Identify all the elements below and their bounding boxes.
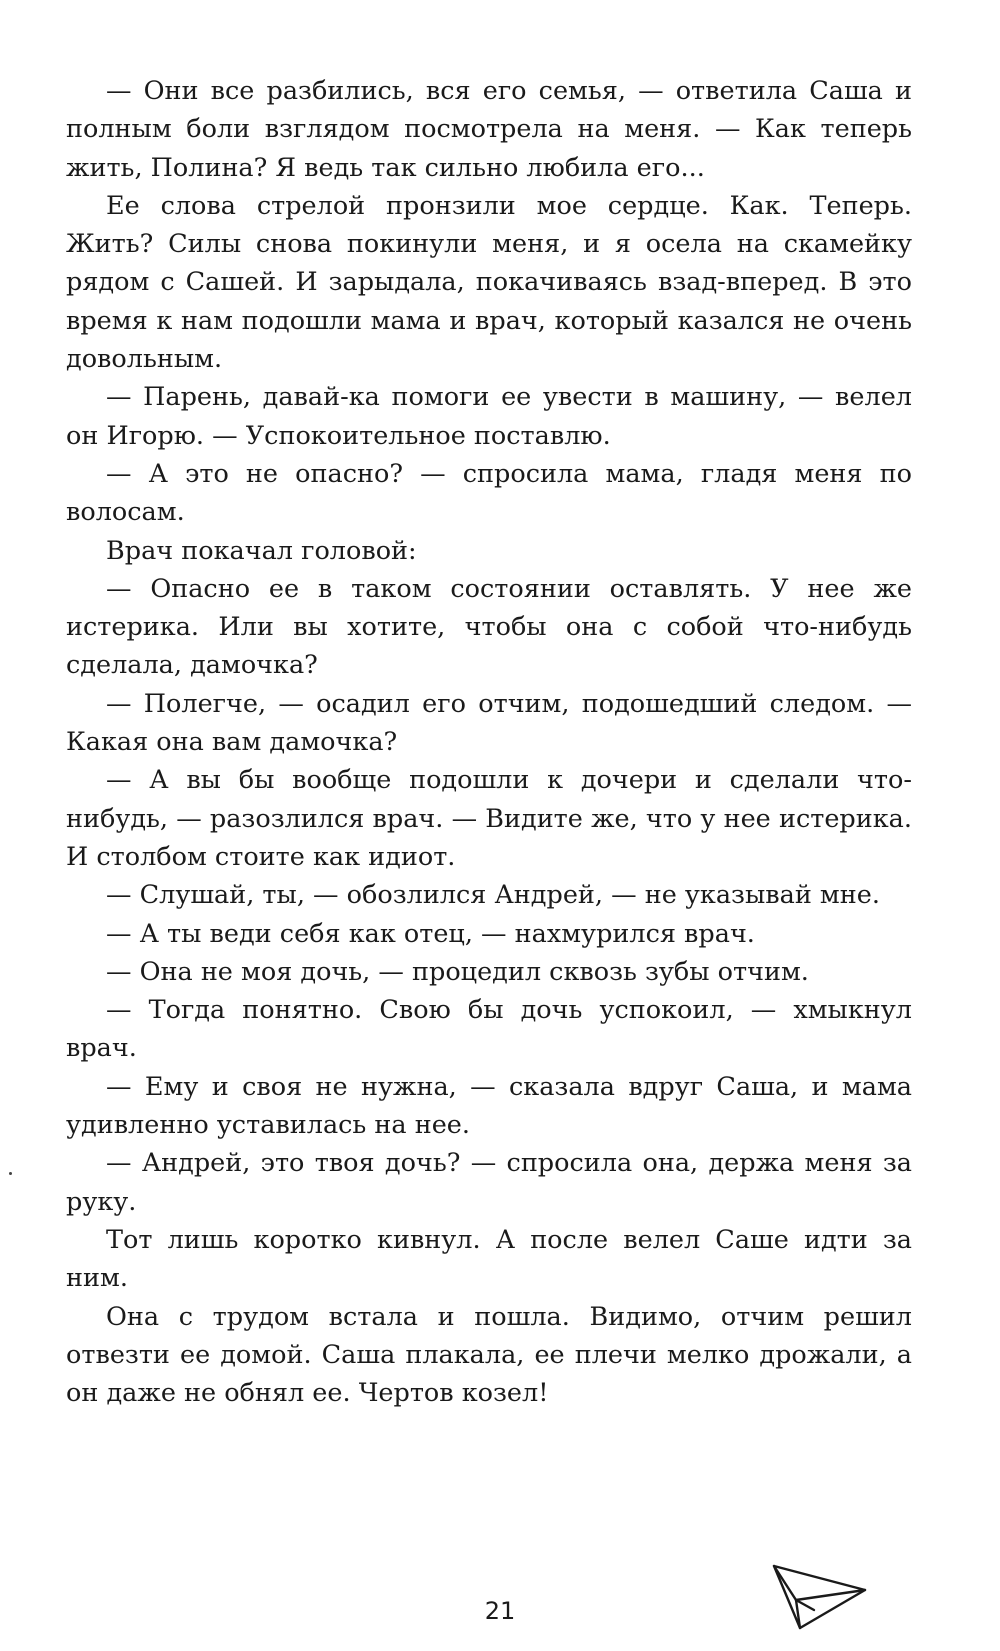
paragraph: — Парень, давай-ка помоги ее увести в машину, — велел он Игорю. — Успокоительное поставлю.: [66, 382, 912, 451]
paragraph: — Слушай, ты, — обозлился Андрей, — не указывай мне.: [106, 880, 880, 911]
paragraph: — Они все разбились, вся его семья, — ответила Саша и полным боли взглядом посмотрела на меня. — Как теперь жить, Полина? Я ведь так сильно любила его...: [66, 76, 912, 183]
paragraph: — А это не опасно? — спросила мама, гладя меня по волосам.: [66, 458, 912, 528]
paragraph: Тот лишь коротко кивнул. А после велел Саше идти за ним.: [66, 1224, 912, 1294]
paper-plane-icon: [772, 1562, 868, 1632]
paragraph: — Полегче, — осадил его отчим, подошедший следом. — Какая она вам дамочка?: [66, 688, 912, 758]
paragraph: Ее слова стрелой пронзили мое сердце. Как. Теперь. Жить? Силы снова покинули меня, и я осела на скамейку рядом с Сашей. И зарыдала, покачиваясь взад-вперед. В это время к нам подошли мама и врач, который казался не очень довольным.: [66, 190, 912, 375]
scan-speck: [9, 1172, 12, 1175]
paragraph: Она с трудом встала и пошла. Видимо, отчим решил отвезти ее домой. Саша плакала, ее плечи мелко дрожали, а он даже не обнял ее. Чертов козел!: [66, 1301, 912, 1409]
paragraph: — Тогда понятно. Свою бы дочь успокоил, — хмыкнул врач.: [66, 995, 912, 1064]
paragraph: — А вы бы вообще подошли к дочери и сделали что-нибудь, — разозлился врач. — Видите же, что у нее истерика. И столбом стоите как идиот.: [66, 765, 912, 872]
paragraph: — Она не моя дочь, — процедил сквозь зубы отчим.: [106, 956, 809, 987]
body-text: [66, 72, 912, 1412]
paragraph: — Опасно ее в таком состоянии оставлять. У нее же истерика. Или вы хотите, чтобы она с собой что-нибудь сделала, дамочка?: [66, 573, 912, 681]
paragraph: — Ему и своя не нужна, — сказала вдруг Саша, и мама удивленно уставилась на нее.: [66, 1071, 912, 1141]
page-number: 21: [484, 1597, 516, 1625]
paragraph: Врач покачал головой:: [106, 535, 417, 566]
paragraph: — Андрей, это твоя дочь? — спросила она, держа меня за руку.: [66, 1148, 912, 1217]
paragraph: — А ты веди себя как отец, — нахмурился врач.: [106, 918, 755, 949]
